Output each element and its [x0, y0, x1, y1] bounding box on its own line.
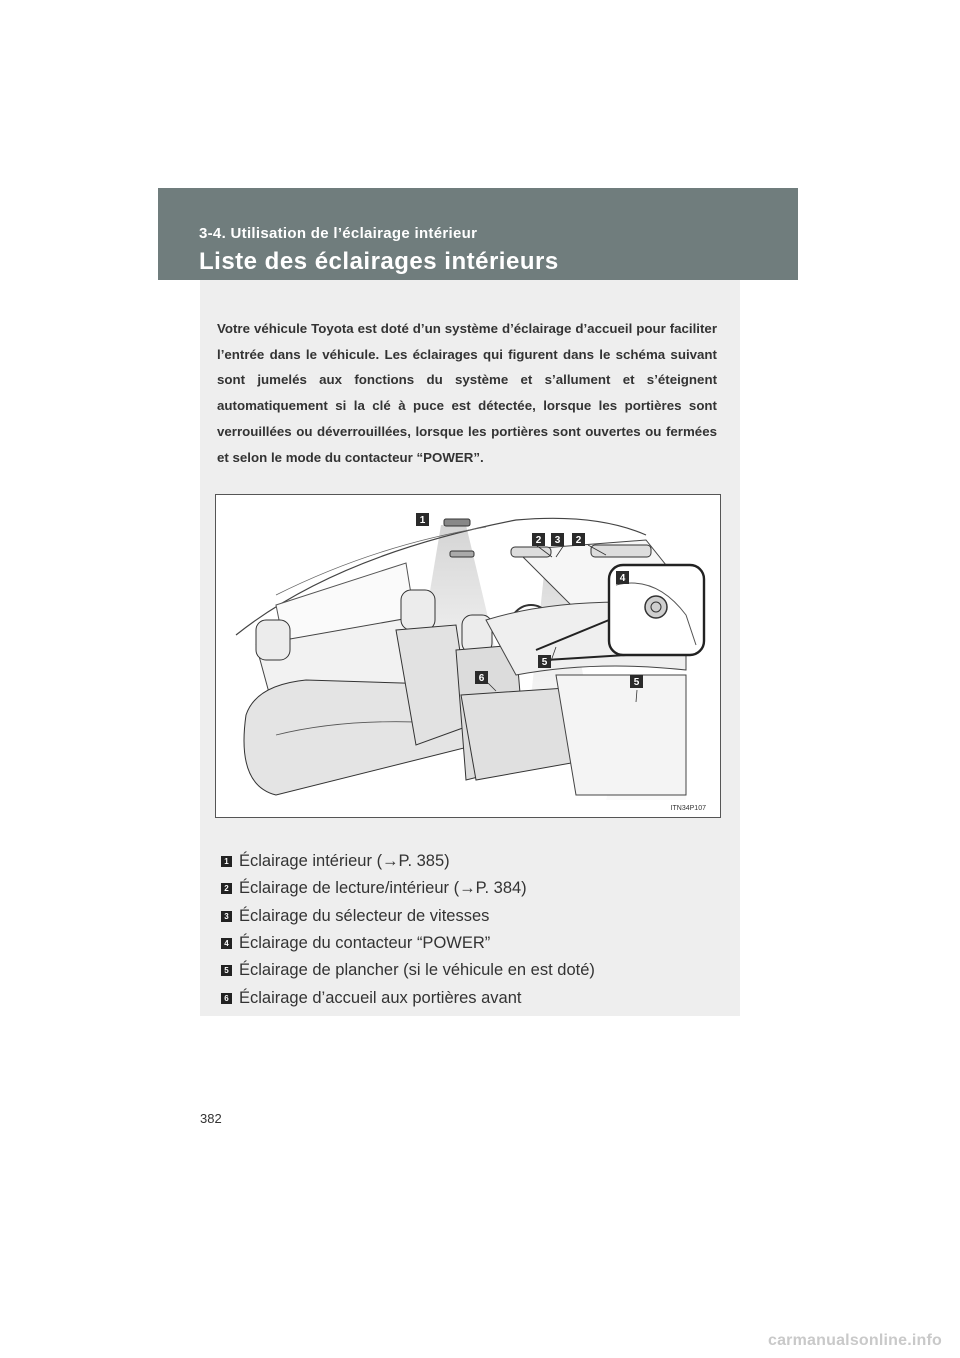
callout-6 [475, 671, 488, 684]
callout-5b [630, 675, 643, 688]
callout-2b [572, 533, 585, 546]
svg-text:5: 5 [633, 677, 640, 688]
callout-5 [538, 655, 551, 668]
car-interior-illustration [215, 494, 721, 818]
callout-2 [532, 533, 545, 546]
legend-text: Éclairage du contacteur “POWER” [239, 934, 491, 953]
legend-badge: 6 [221, 993, 232, 1004]
callout-3 [551, 533, 564, 546]
legend-text: Éclairage intérieur (→P. 385) [239, 852, 450, 871]
legend-badge: 4 [221, 938, 232, 949]
legend-badge: 5 [221, 965, 232, 976]
legend-badge: 2 [221, 883, 232, 894]
legend-item [221, 957, 721, 984]
legend-item [221, 903, 721, 930]
legend-badge: 3 [221, 911, 232, 922]
legend-item [221, 984, 721, 1011]
page-title: Liste des éclairages intérieurs [199, 248, 559, 275]
legend-text: Éclairage d’accueil aux portières avant [239, 988, 522, 1007]
svg-text:6: 6 [478, 673, 485, 684]
svg-text:5: 5 [541, 657, 548, 668]
figure-code: ITN34P107 [670, 805, 706, 812]
callout-1 [416, 513, 429, 526]
intro-paragraph: Votre véhicule Toyota est doté d’un système d’éclairage d’accueil pour faciliter l’entrée dans le véhicule. Les éclairages qui figurent dans le schéma suivant sont jumelés aux fonctions du système et s’allument et s’éteignent automatiquement si la clé à puce est détectée, lorsque les portières sont verrouillées ou déverrouillées, lorsque les portières sont ouvertes ou fermées et selon le mode du contacteur “POWER”. [217, 321, 717, 465]
legend-item [221, 875, 721, 902]
svg-text:1: 1 [419, 515, 426, 526]
svg-text:4: 4 [619, 573, 626, 584]
svg-text:2: 2 [535, 535, 542, 546]
car-interior-drawing [216, 495, 720, 817]
svg-text:2: 2 [575, 535, 582, 546]
power-button-icon [645, 596, 667, 618]
legend-text: Éclairage de lecture/intérieur (→P. 384) [239, 879, 527, 898]
watermark[interactable]: carmanualsonline.info [767, 1332, 942, 1349]
legend-list [221, 848, 721, 1012]
section-label: 3-4. Utilisation de l’éclairage intérieur [199, 225, 478, 242]
legend-item [221, 930, 721, 957]
legend-badge: 1 [221, 856, 232, 867]
legend-text: Éclairage du sélecteur de vitesses [239, 906, 490, 925]
svg-text:3: 3 [554, 535, 561, 546]
legend-text: Éclairage de plancher (si le véhicule en est doté) [239, 961, 595, 980]
page-number: 382 [200, 1111, 222, 1126]
legend-item [221, 848, 721, 875]
callout-4 [616, 571, 629, 584]
